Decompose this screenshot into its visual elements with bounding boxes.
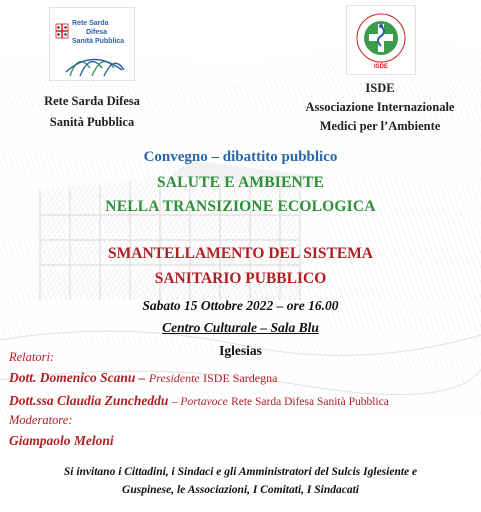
rete-sarda-logo [49, 7, 135, 81]
speakers-label: Relatori: [9, 350, 55, 364]
left-org-name-line2: Sanità Pubblica [49, 115, 135, 129]
isde-logo-label: ISDE [373, 64, 388, 70]
moderator-name: Giampaolo Meloni [9, 433, 114, 448]
event-subtitle-line2: SANITARIO PUBBLICO [154, 270, 327, 287]
right-org-name-line2: Associazione Internazionale [305, 100, 455, 114]
invitation-line2: Guspinese, le Associazioni, I Comitati, I Sindacati [122, 484, 359, 496]
event-kicker: Convegno – dibattito pubblico [143, 149, 338, 165]
left-org-name [22, 93, 162, 131]
logo-text-line3: Sanità Pubblica [72, 38, 125, 45]
right-org-name-line1: ISDE [365, 81, 395, 95]
speaker-name: Dott. Domenico Scanu – [9, 370, 146, 385]
event-title-line1: SALUTE E AMBIENTE [156, 174, 325, 191]
right-org-name-line3: Medici per l’Ambiente [319, 119, 441, 133]
speaker-role: – Portavoce [171, 396, 228, 408]
event-venue: Centro Culturale – Sala Blu [162, 320, 319, 335]
speaker-name: Dott.ssa Claudia Zuncheddu [9, 393, 169, 408]
logo-text-line2: Difesa [86, 29, 108, 36]
moderator-label: Moderatore: [9, 413, 73, 427]
left-org-name-line1: Rete Sarda Difesa [44, 94, 140, 108]
event-date-time: Sabato 15 Ottobre 2022 – ore 16.00 [142, 298, 339, 313]
right-org-name [290, 80, 470, 135]
event-city: Iglesias [219, 343, 262, 358]
event-subtitle-line1: SMANTELLAMENTO DEL SISTEMA [108, 245, 373, 262]
speaker-role: Presidente [148, 371, 200, 385]
speaker-org: Rete Sarda Difesa Sanità Pubblica [231, 396, 389, 408]
invitation-line1: Si invitano i Cittadini, i Sindaci e gli Amministratori del Sulcis Iglesiente e [63, 466, 418, 478]
event-title-line2: NELLA TRANSIZIONE ECOLOGICA [105, 198, 376, 215]
speaker-org: ISDE Sardegna [203, 371, 278, 385]
speaker-row [9, 370, 277, 386]
logo-text-line1: Rete Sarda [72, 20, 109, 27]
isde-logo [346, 5, 416, 75]
speaker-row [9, 393, 389, 409]
